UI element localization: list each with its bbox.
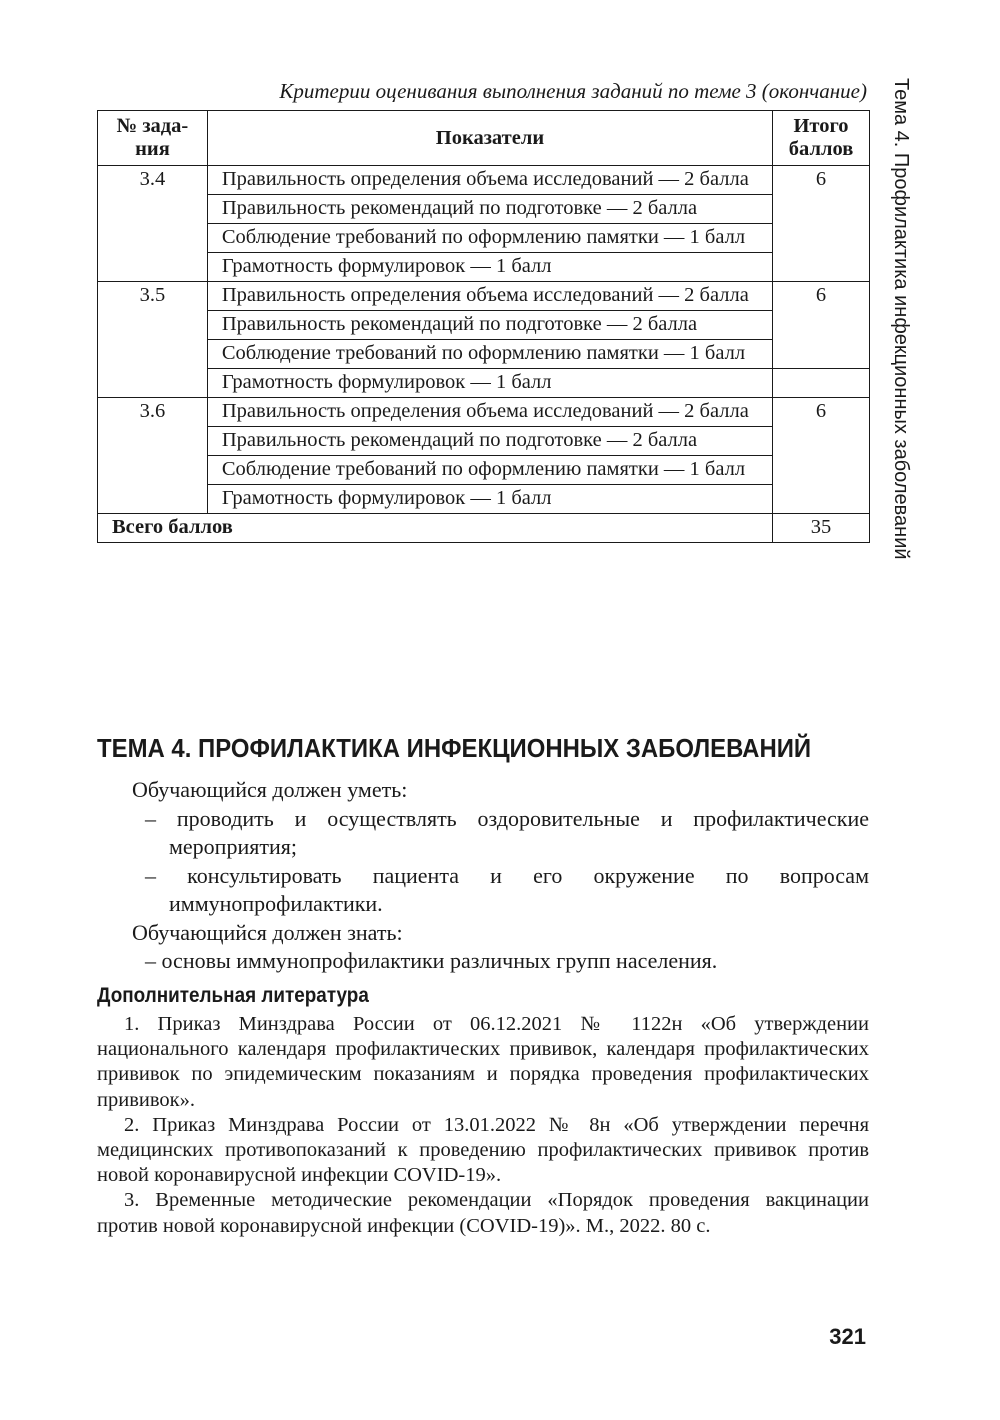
table-row bbox=[98, 311, 870, 340]
literature-list bbox=[97, 1012, 869, 1239]
running-header-text: Тема 4. Профилактика инфекционных заболеваний bbox=[890, 78, 912, 560]
table-row bbox=[98, 369, 870, 398]
indicator-cell: Правильность рекомендаций по подготовке — 2 балла bbox=[207, 195, 772, 224]
empty-total-cell bbox=[773, 369, 870, 398]
table-row bbox=[98, 427, 870, 456]
list-item: – проводить и осуществлять оздоровительные и профилактические мероприятия; bbox=[145, 805, 869, 859]
list-item: – консультировать пациента и его окружение по вопросам иммунопрофилактики. bbox=[145, 862, 869, 916]
table-row bbox=[98, 224, 870, 253]
indicator-cell: Правильность определения объема исследований — 2 балла bbox=[207, 398, 772, 427]
table-header-row bbox=[98, 111, 870, 166]
table-caption: Критерии оценивания выполнения заданий по теме 3 (окончание) bbox=[279, 79, 867, 103]
header-task-line1: № зада- bbox=[116, 115, 189, 137]
indicator-cell: Соблюдение требований по оформлению памятки — 1 балл bbox=[207, 224, 772, 253]
skills-intro: Обучающийся должен уметь: bbox=[132, 777, 408, 802]
indicator-cell: Грамотность формулировок — 1 балл bbox=[207, 253, 772, 282]
task-total-cell: 6 bbox=[773, 282, 870, 369]
header-total-points bbox=[773, 111, 870, 166]
grand-total-label: Всего баллов bbox=[98, 514, 773, 543]
literature-item: 3. Временные методические рекомендации «Порядок проведения вакцинации против новой коронавирусной инфекции (COVID-19)». М., 2022. 80 с. bbox=[97, 1189, 869, 1237]
table-row bbox=[98, 195, 870, 224]
table-row bbox=[98, 253, 870, 282]
table-row bbox=[98, 166, 870, 195]
literature-item: 2. Приказ Минздрава России от 13.01.2022 № 8н «Об утверждении перечня медицинских противопоказаний к проведению профилактических прививок против новой коронавирусной инфекции COVID-19». bbox=[97, 1113, 869, 1187]
task-number-cell: 3.5 bbox=[98, 282, 208, 398]
task-number-cell: 3.4 bbox=[98, 166, 208, 282]
header-total-line1: Итого bbox=[793, 115, 849, 137]
skills-block bbox=[97, 776, 869, 976]
running-header-vertical bbox=[888, 78, 918, 568]
grand-total-row bbox=[98, 514, 870, 543]
indicator-cell: Правильность определения объема исследований — 2 балла bbox=[207, 166, 772, 195]
indicator-cell: Соблюдение требований по оформлению памятки — 1 балл bbox=[207, 340, 772, 369]
indicator-cell: Соблюдение требований по оформлению памятки — 1 балл bbox=[207, 456, 772, 485]
literature-item: 1. Приказ Минздрава России от 06.12.2021 № 1122н «Об утверждении национального календаря профилактических прививок, календаря профилактических прививок по эпидемическим показаниям и порядка проведения профилактических прививок». bbox=[97, 1013, 869, 1111]
task-number-cell: 3.6 bbox=[98, 398, 208, 514]
grand-total-value: 35 bbox=[773, 514, 870, 543]
indicator-cell: Правильность определения объема исследований — 2 балла bbox=[207, 282, 772, 311]
indicator-cell: Правильность рекомендаций по подготовке — 2 балла bbox=[207, 311, 772, 340]
table-row bbox=[98, 485, 870, 514]
indicator-cell: Правильность рекомендаций по подготовке — 2 балла bbox=[207, 427, 772, 456]
page-number: 321 bbox=[829, 1324, 866, 1349]
section-title: ТЕМА 4. ПРОФИЛАКТИКА ИНФЕКЦИОННЫХ ЗАБОЛЕВАНИЙ bbox=[97, 733, 812, 763]
header-task-line2: ния bbox=[135, 138, 170, 160]
task-total-cell: 6 bbox=[773, 166, 870, 282]
table-row bbox=[98, 282, 870, 311]
literature-heading: Дополнительная литература bbox=[97, 984, 369, 1007]
list-item: – основы иммунопрофилактики различных групп населения. bbox=[145, 948, 718, 973]
indicator-cell: Грамотность формулировок — 1 балл bbox=[207, 369, 772, 398]
knowledge-intro: Обучающийся должен знать: bbox=[132, 919, 403, 945]
criteria-table bbox=[97, 110, 870, 543]
table-row bbox=[98, 340, 870, 369]
table-row bbox=[98, 398, 870, 427]
header-task-number bbox=[98, 111, 208, 166]
indicator-cell: Грамотность формулировок — 1 балл bbox=[207, 485, 772, 514]
header-total-line2: баллов bbox=[788, 138, 854, 160]
header-indicators: Показатели bbox=[207, 111, 772, 166]
table-row bbox=[98, 456, 870, 485]
task-total-cell: 6 bbox=[773, 398, 870, 514]
